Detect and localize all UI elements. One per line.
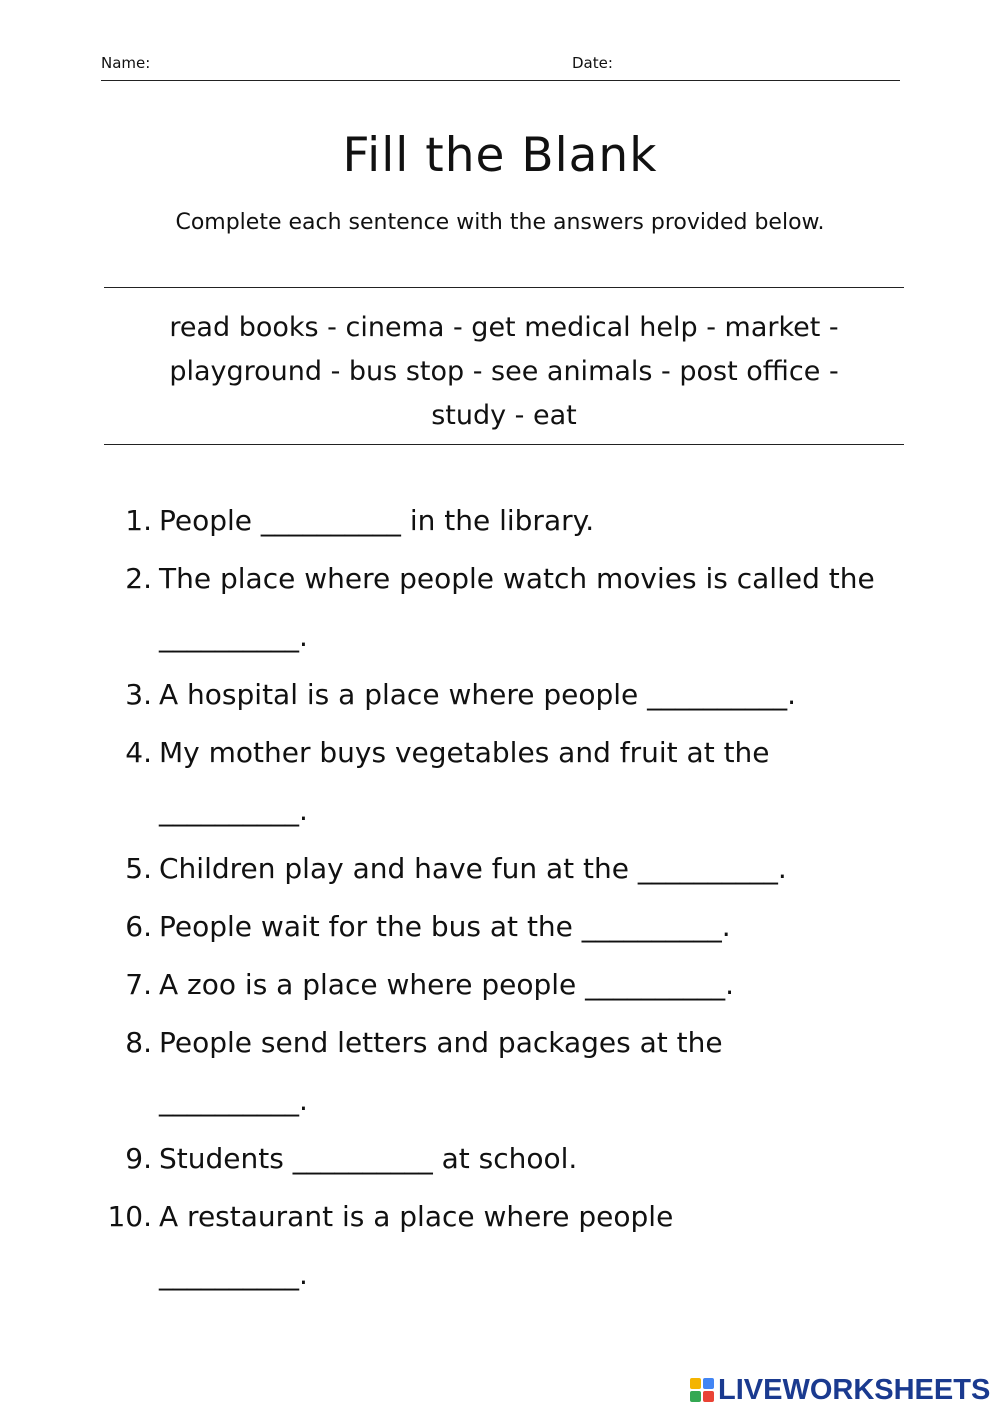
question-text: A zoo is a place where people __________.: [159, 968, 735, 1001]
logo-square: [703, 1378, 714, 1389]
date-label: Date:: [572, 54, 613, 72]
question-item: [100, 956, 920, 1014]
logo-square: [690, 1391, 701, 1402]
logo-square: [703, 1391, 714, 1402]
question-number: 10.: [107, 1200, 152, 1233]
question-item: [100, 492, 920, 550]
question-item: [100, 1014, 920, 1130]
instructions: Complete each sentence with the answers provided below.: [175, 210, 825, 235]
question-item: [100, 666, 920, 724]
question-item: [100, 840, 920, 898]
question-item: [100, 550, 920, 666]
question-item: [100, 724, 920, 840]
word-bank-line: playground - bus stop - see animals - post office -: [169, 356, 839, 387]
question-text: People wait for the bus at the __________.: [159, 910, 731, 943]
answer-blank: __________.: [159, 794, 308, 827]
question-number: 3.: [125, 678, 152, 711]
word-bank-line: read books - cinema - get medical help - market -: [169, 312, 839, 343]
answer-blank: __________.: [159, 620, 308, 653]
question-number: 4.: [125, 736, 152, 769]
word-bank: [104, 306, 904, 438]
question-text: People __________ in the library.: [159, 504, 595, 537]
word-bank-bottom-rule: [104, 444, 904, 445]
question-text: The place where people watch movies is called the: [159, 562, 875, 595]
question-item: [100, 898, 920, 956]
header-underline: [101, 80, 900, 81]
question-number: 8.: [125, 1026, 152, 1059]
word-bank-line: study - eat: [431, 400, 577, 431]
question-item: [100, 1130, 920, 1188]
question-text: Children play and have fun at the __________.: [159, 852, 787, 885]
question-number: 1.: [125, 504, 152, 537]
question-text: People send letters and packages at the: [159, 1026, 723, 1059]
question-text: Students __________ at school.: [159, 1142, 578, 1175]
word-bank-top-rule: [104, 287, 904, 288]
liveworksheets-logo: [690, 1372, 990, 1408]
question-number: 7.: [125, 968, 152, 1001]
name-label: Name:: [101, 54, 151, 72]
question-text: My mother buys vegetables and fruit at the: [159, 736, 770, 769]
question-item: [100, 1188, 920, 1304]
liveworksheets-logo-icon: [690, 1378, 714, 1402]
question-number: 2.: [125, 562, 152, 595]
answer-blank: __________.: [159, 1084, 308, 1117]
question-text: A hospital is a place where people __________.: [159, 678, 797, 711]
question-number: 6.: [125, 910, 152, 943]
logo-square: [690, 1378, 701, 1389]
logo-text: LIVEWORKSHEETS: [718, 1373, 991, 1406]
question-number: 5.: [125, 852, 152, 885]
page-title: Fill the Blank: [342, 128, 658, 183]
question-list: [100, 492, 920, 1304]
answer-blank: __________.: [159, 1258, 308, 1291]
question-text: A restaurant is a place where people: [159, 1200, 674, 1233]
question-number: 9.: [125, 1142, 152, 1175]
